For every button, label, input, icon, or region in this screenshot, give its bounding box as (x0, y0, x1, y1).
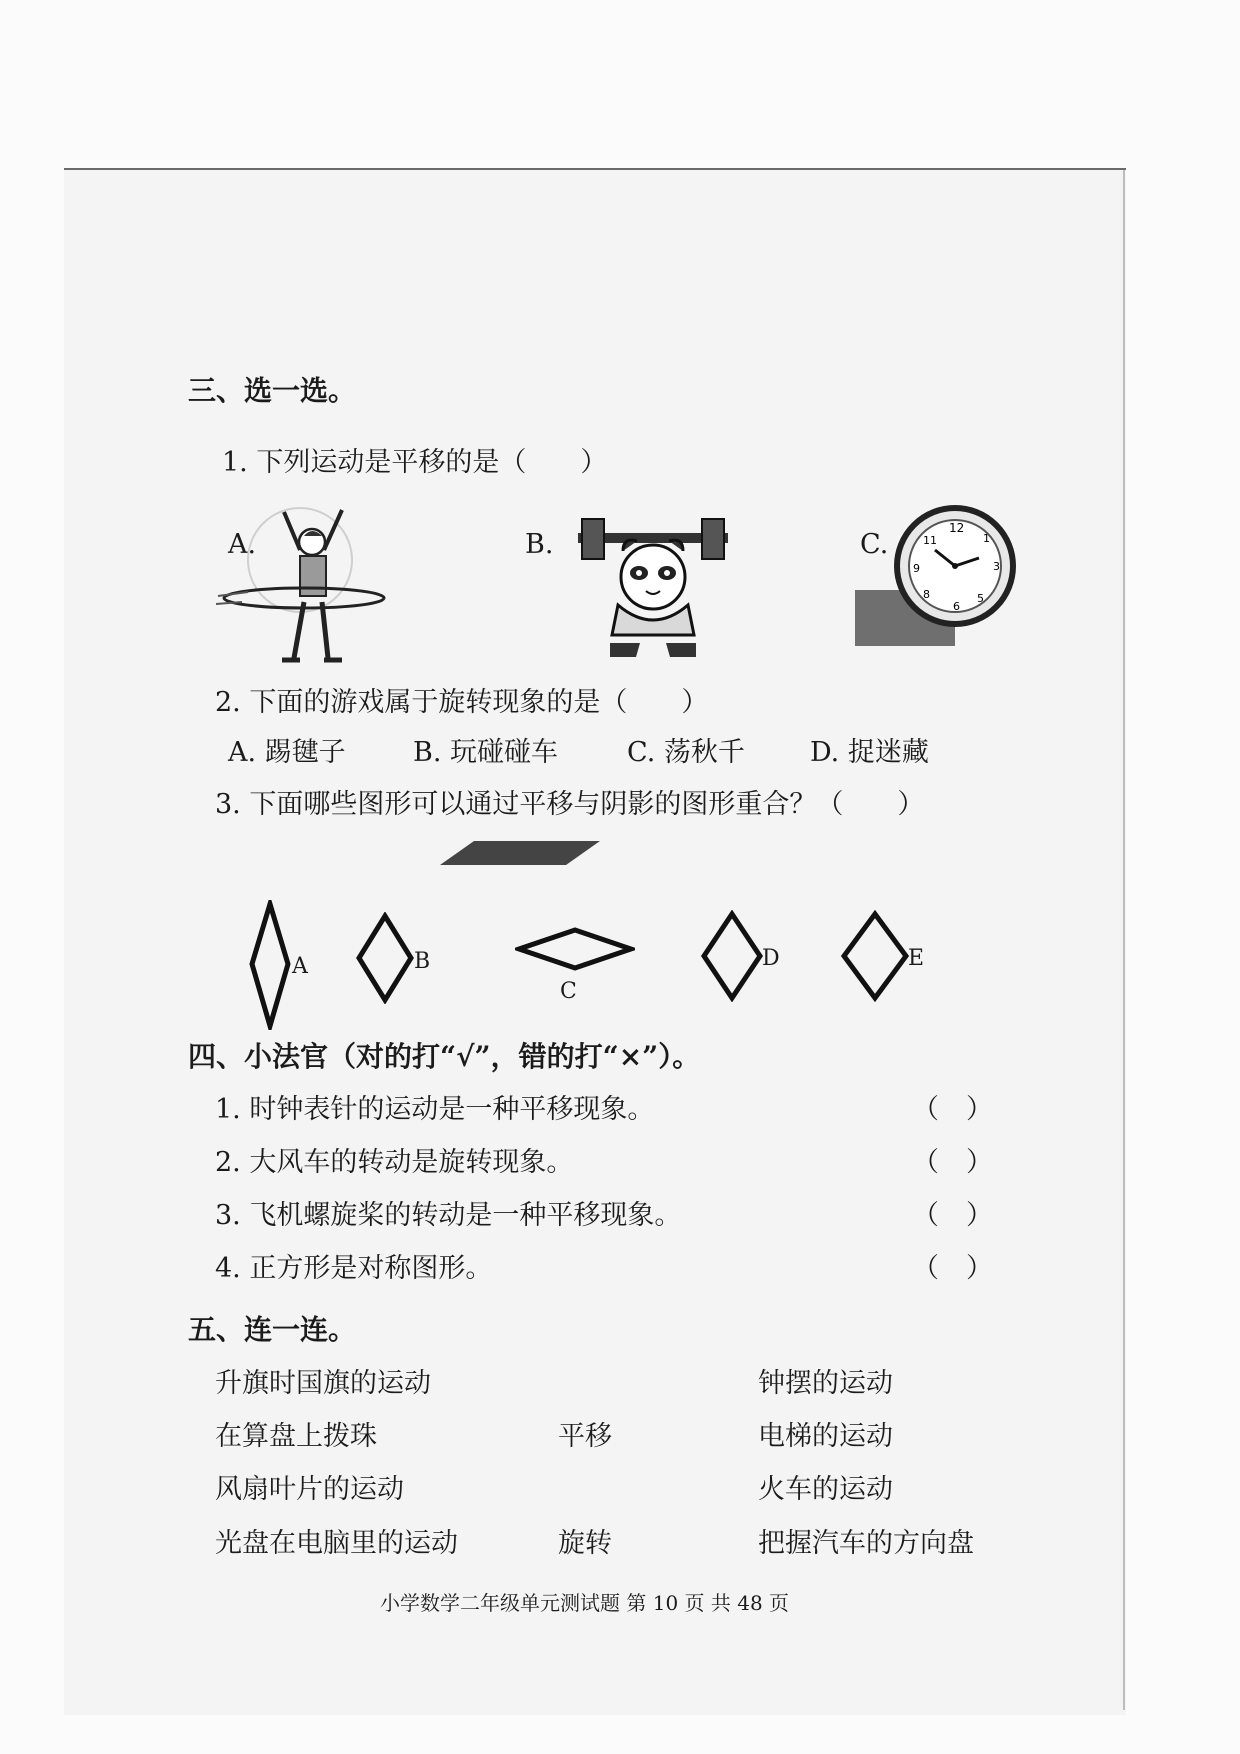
shape-d-label: D (762, 946, 780, 971)
shape-a-label: A (292, 954, 308, 979)
match-left-4[interactable]: 光盘在电脑里的运动 (215, 1528, 458, 1559)
match-middle-translation[interactable]: 平移 (558, 1421, 612, 1452)
q1-text: 1. 下列运动是平移的是（ ） (222, 447, 608, 478)
svg-text:5: 5 (977, 592, 984, 605)
shape-b-label: B (414, 949, 431, 974)
alarm-clock-icon (855, 500, 1020, 650)
q1-option-b-label: B. (525, 529, 554, 560)
match-left-3[interactable]: 风扇叶片的运动 (215, 1474, 404, 1505)
shape-c-label: C (560, 979, 577, 1004)
judge-item-4: 4. 正方形是对称图形。 (215, 1253, 493, 1284)
q2-option-c: C. 荡秋千 (627, 737, 745, 768)
judge-item-3: 3. 飞机螺旋桨的转动是一种平移现象。 (215, 1200, 682, 1231)
q2-text: 2. 下面的游戏属于旋转现象的是（ ） (215, 687, 709, 718)
q3-text: 3. 下面哪些图形可以通过平移与阴影的图形重合？（ ） (215, 789, 925, 820)
shape-e-label: E (908, 946, 925, 971)
rhombus-shape-a (248, 900, 298, 1030)
page-footer: 小学数学二年级单元测试题 第 10 页 共 48 页 (380, 1591, 790, 1615)
svg-text:3: 3 (993, 560, 1000, 573)
svg-text:6: 6 (953, 600, 960, 613)
q2-option-b: B. 玩碰碰车 (413, 737, 559, 768)
q1-option-c-label: C. (860, 529, 889, 560)
svg-text:11: 11 (923, 534, 937, 547)
judge-item-1: 1. 时钟表针的运动是一种平移现象。 (215, 1094, 655, 1125)
svg-text:8: 8 (923, 588, 930, 601)
judge-answer-4[interactable]: （ ） (912, 1253, 993, 1284)
q1-option-a-label: A. (228, 529, 257, 560)
match-middle-rotation[interactable]: 旋转 (558, 1528, 612, 1559)
q2-option-a: A. 踢毽子 (228, 737, 346, 768)
svg-text:1: 1 (983, 532, 990, 545)
section4-title: 四、小法官（对的打“√”，错的打“×”）。 (188, 1040, 701, 1073)
rhombus-shape-e (840, 910, 910, 1002)
match-right-3[interactable]: 火车的运动 (758, 1474, 893, 1505)
match-left-2[interactable]: 在算盘上拨珠 (215, 1421, 377, 1452)
match-right-1[interactable]: 钟摆的运动 (758, 1368, 893, 1399)
hula-hoop-girl-icon (212, 500, 387, 675)
section5-title: 五、连一连。 (188, 1313, 357, 1346)
judge-item-2: 2. 大风车的转动是旋转现象。 (215, 1147, 574, 1178)
match-right-2[interactable]: 电梯的运动 (758, 1421, 893, 1452)
shaded-rhombus (430, 835, 610, 875)
rhombus-shape-c (515, 926, 635, 972)
match-left-1[interactable]: 升旗时国旗的运动 (215, 1368, 431, 1399)
sheet-edge (1123, 170, 1125, 1710)
section3-title: 三、选一选。 (188, 374, 357, 407)
svg-text:12: 12 (949, 521, 965, 535)
judge-answer-3[interactable]: （ ） (912, 1200, 993, 1231)
q2-option-d: D. 捉迷藏 (810, 737, 929, 768)
judge-answer-2[interactable]: （ ） (912, 1147, 993, 1178)
weightlifting-panda-icon (568, 515, 738, 665)
match-right-4[interactable]: 把握汽车的方向盘 (758, 1528, 974, 1559)
judge-answer-1[interactable]: （ ） (912, 1094, 993, 1125)
rhombus-shape-d (700, 910, 764, 1002)
svg-text:9: 9 (913, 562, 920, 575)
rhombus-shape-b (355, 912, 415, 1004)
